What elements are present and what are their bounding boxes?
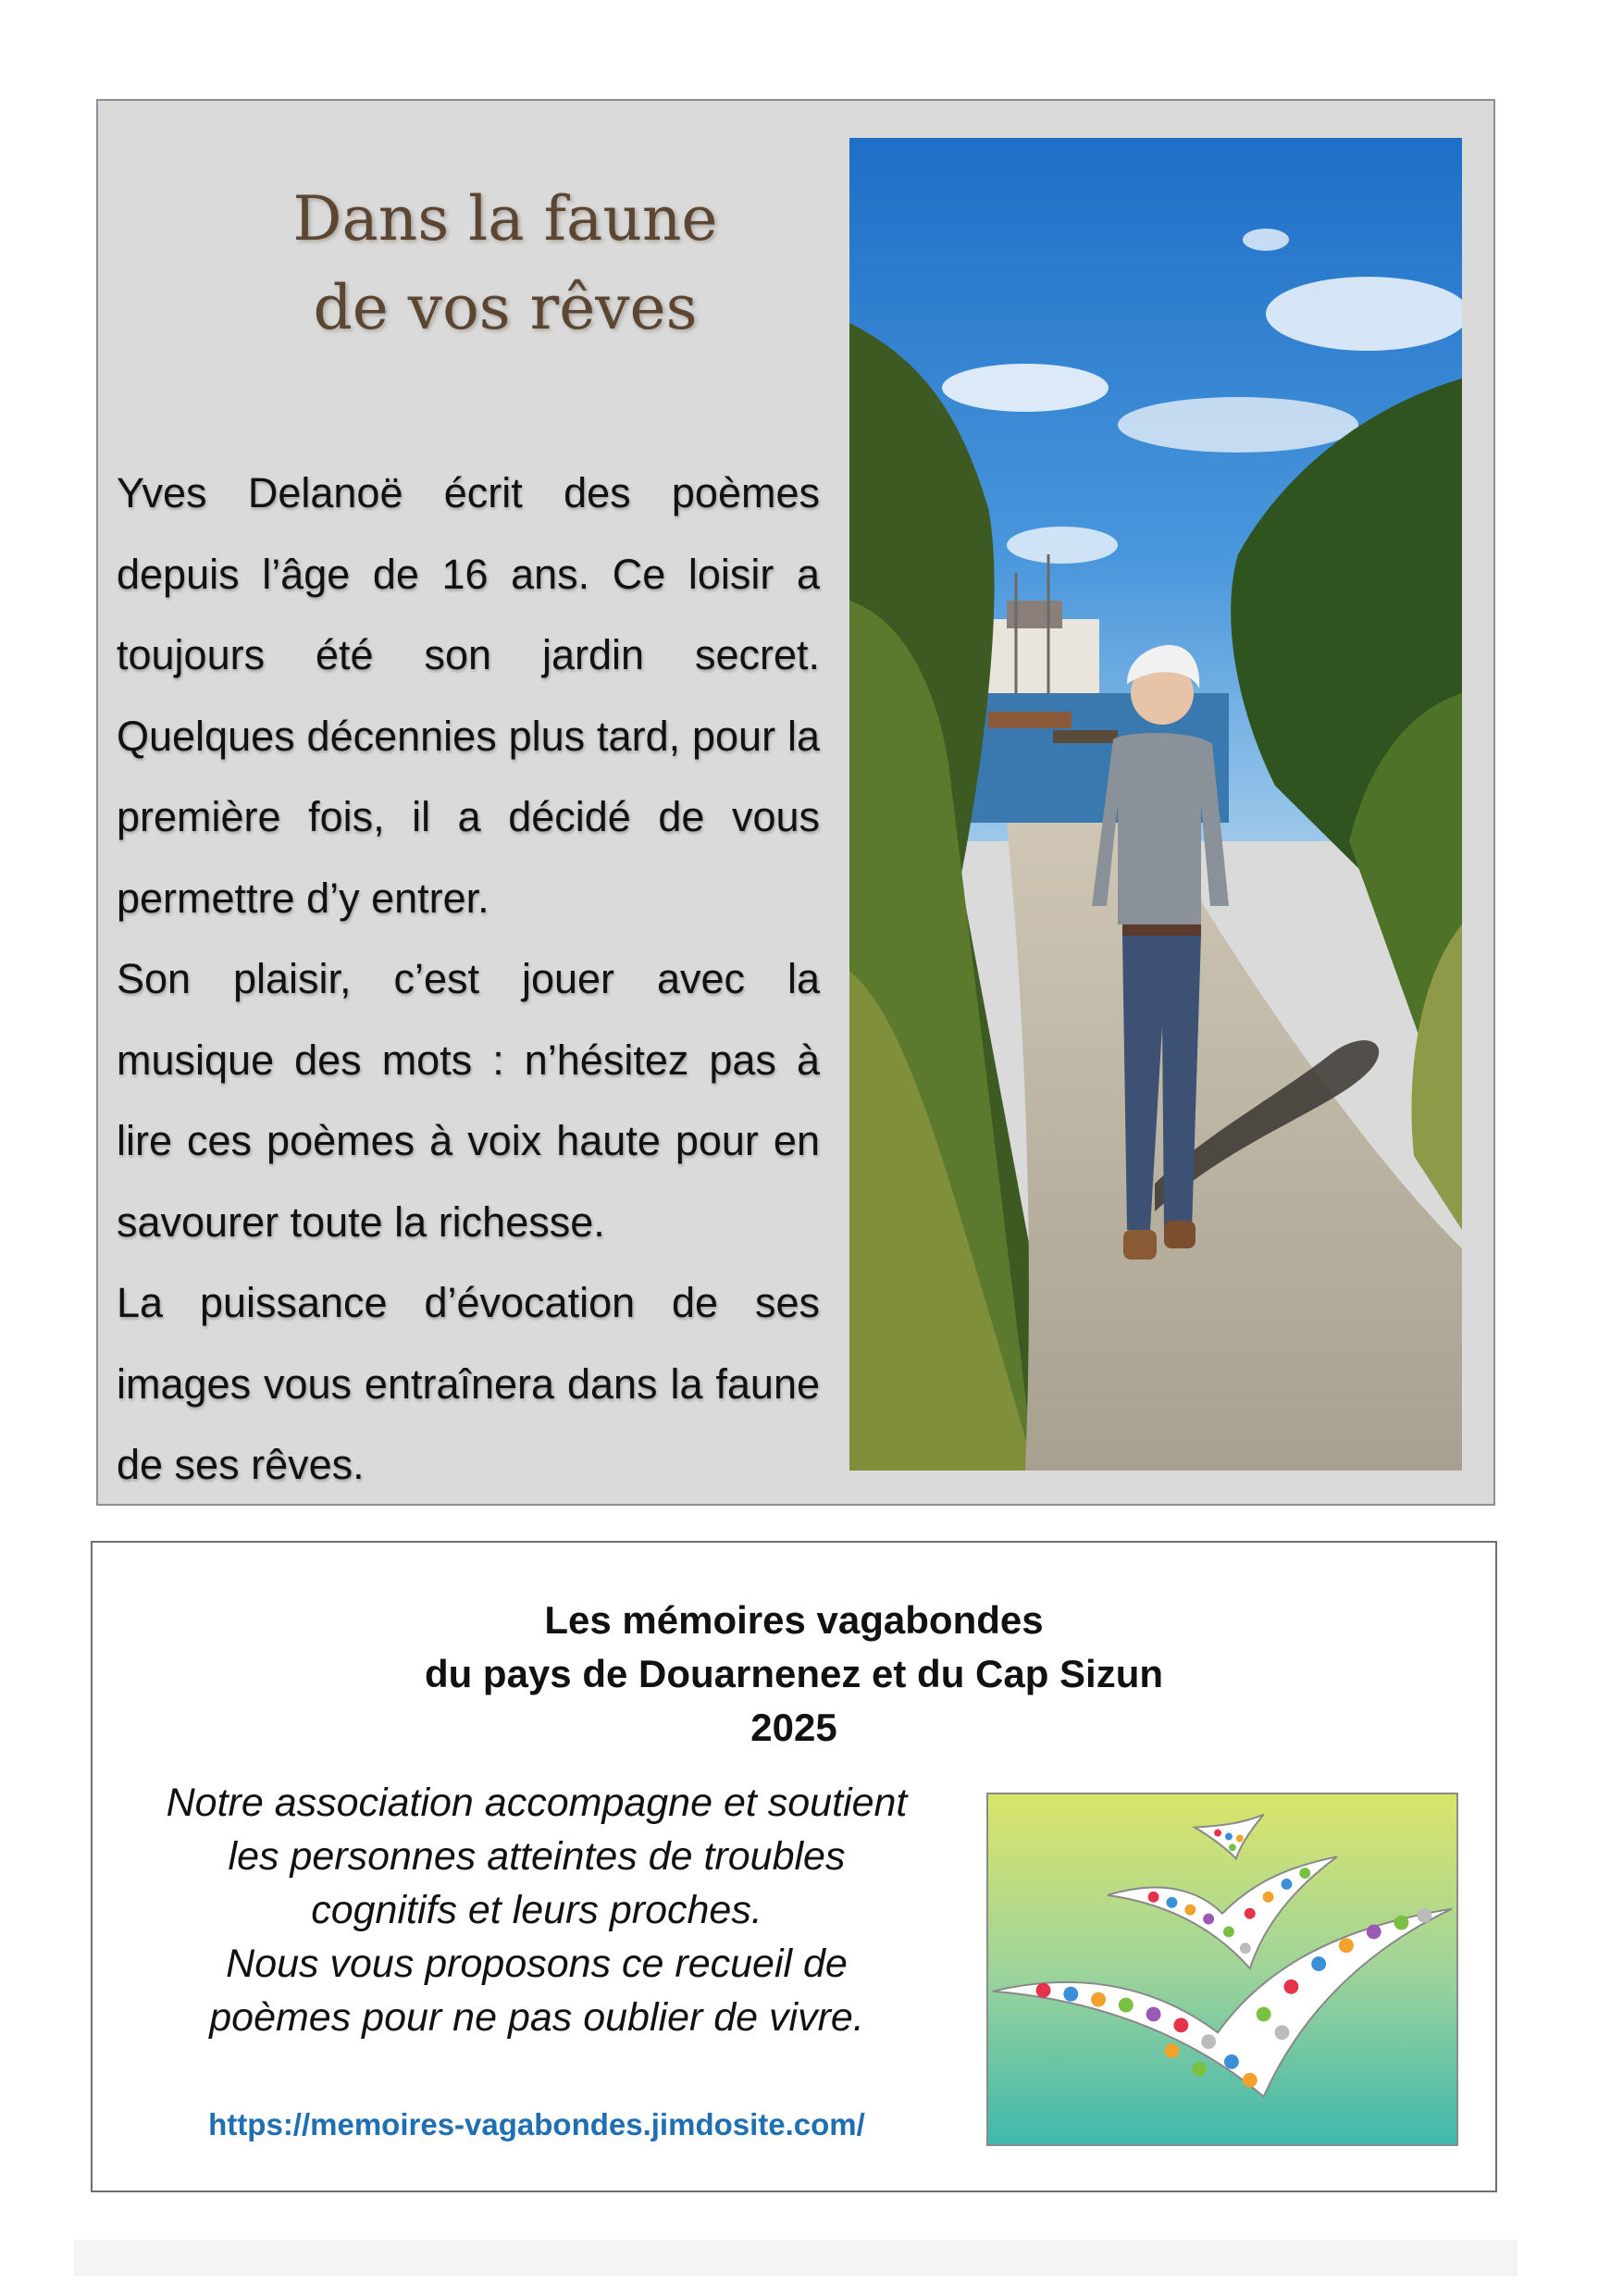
author-photo-image bbox=[849, 138, 1462, 1471]
book-title bbox=[154, 175, 857, 353]
association-year: 2025 bbox=[750, 1706, 837, 1749]
description-line: poèmes pour ne pas oublier de vivre. bbox=[209, 1995, 864, 2040]
author-presentation bbox=[117, 453, 820, 1506]
presentation-paragraph: Yves Delanoë écrit des poèmes depuis l’âge de 16 ans. Ce loisir a toujours été son jardin secret. Quelques décennies plus tard, pour la première fois, il a décidé de vous permettre d’y entrer. bbox=[117, 469, 820, 922]
polka-dot-birds-logo-image bbox=[988, 1794, 1456, 2144]
association-title bbox=[93, 1594, 1495, 1755]
association-logo bbox=[986, 1793, 1458, 2146]
presentation-paragraph: Son plaisir, c’est jouer avec la musique des mots : n’hésitez pas à lire ces poèmes à voix haute pour en savourer toute la richesse. bbox=[117, 955, 820, 1246]
footer-shade bbox=[74, 2240, 1518, 2277]
association-website-link[interactable]: https://memoires-vagabondes.jimdosite.com/ bbox=[208, 2107, 865, 2141]
book-title-line: de vos rêves bbox=[313, 272, 698, 343]
association-box bbox=[91, 1541, 1497, 2192]
author-photo bbox=[849, 138, 1462, 1471]
intro-panel bbox=[96, 99, 1495, 1506]
description-line: Nous vous proposons ce recueil de bbox=[226, 1942, 848, 1986]
presentation-paragraph: La puissance d’évocation de ses images vous entraînera dans la faune de ses rêves. bbox=[117, 1279, 820, 1488]
description-line: les personnes atteintes de troubles bbox=[228, 1834, 846, 1879]
association-title-line: du pays de Douarnenez et du Cap Sizun bbox=[424, 1652, 1164, 1695]
book-title-line: Dans la faune bbox=[292, 183, 718, 254]
association-description bbox=[111, 1776, 962, 2044]
description-line: Notre association accompagne et soutient bbox=[166, 1781, 908, 1825]
association-title-line: Les mémoires vagabondes bbox=[544, 1598, 1044, 1642]
description-line: cognitifs et leurs proches. bbox=[311, 1888, 762, 1932]
